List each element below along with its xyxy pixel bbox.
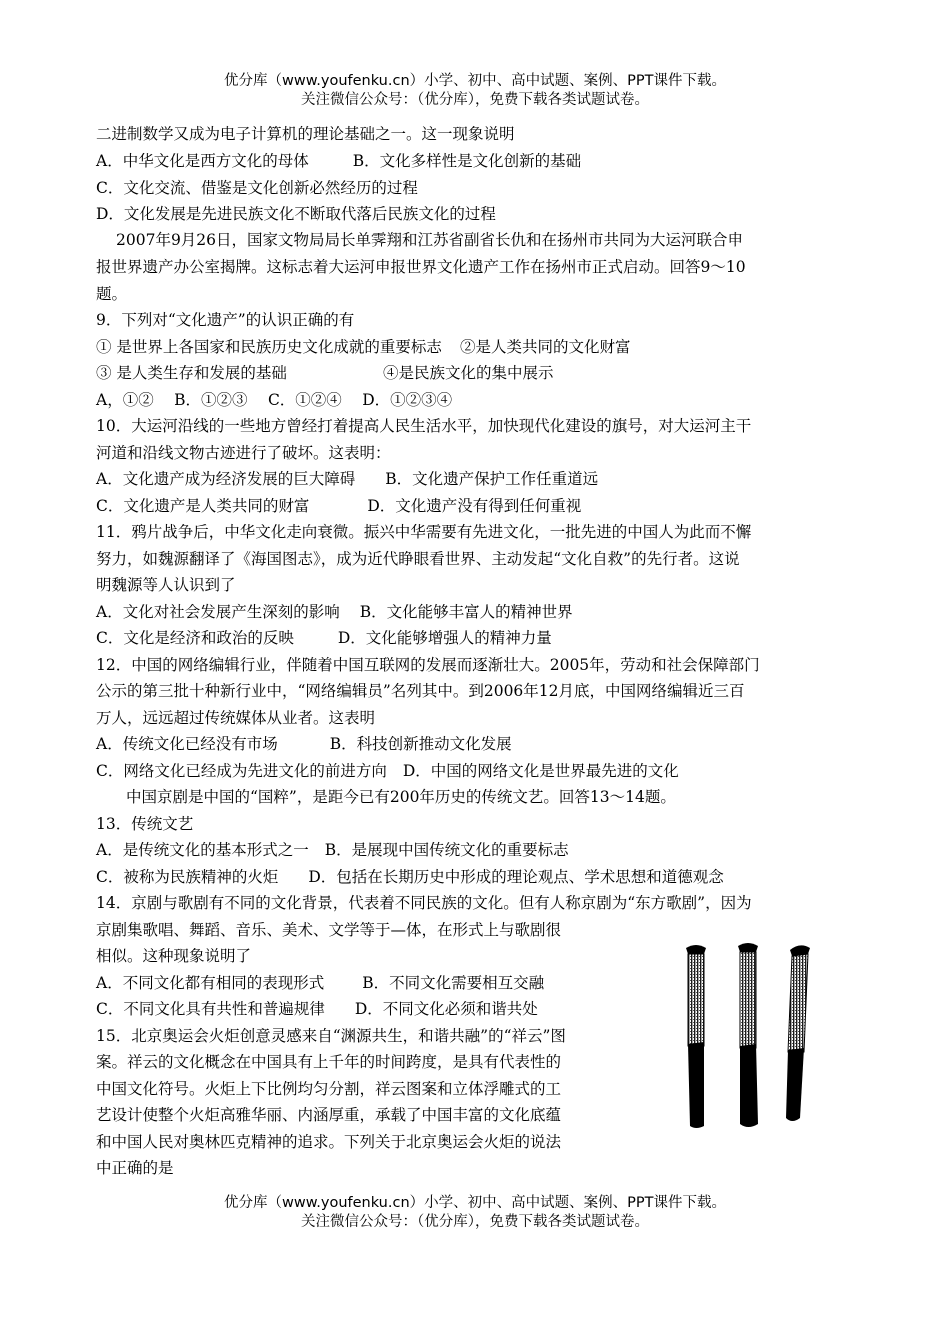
option-row	[96, 973, 544, 993]
passage-line: 中国京剧是中国的“国粹”，是距今已有200年历史的传统文艺。回答13～14题。	[126, 788, 676, 806]
question-15: 15．北京奥运会火炬创意灵感来自“渊源共生，和谐共融”的“祥云”图	[96, 1027, 566, 1045]
option-d: D．不同文化必须和谐共处	[354, 1000, 538, 1018]
option-c: C．文化遗产是人类共同的财富	[96, 497, 310, 515]
page-header	[0, 72, 950, 110]
footer-line-1: 优分库（www.youfenku.cn）小学、初中、高中试题、案例、PPT课件下载。	[224, 1195, 726, 1211]
text-line: 案。祥云的文化概念在中国具有上千年的时间跨度，是具有代表性的	[96, 1053, 562, 1071]
option-d: D．包括在长期历史中形成的理论观点、学术思想和道德观念	[308, 868, 724, 886]
question-14: 14．京剧与歌剧有不同的文化背景，代表着不同民族的文化。但有人称京剧为“东方歌剧”，因为	[96, 894, 752, 912]
option-row	[96, 602, 573, 622]
option-row	[96, 496, 581, 516]
option-b: B．文化能够丰富人的精神世界	[359, 603, 573, 621]
text-line: 努力，如魏源翻译了《海国图志》，成为近代睁眼看世界、主动发起“文化自救”的先行者。这说	[96, 550, 740, 568]
option-c: C．文化是经济和政治的反映	[96, 629, 294, 647]
option-c: C．网络文化已经成为先进文化的前进方向	[96, 762, 387, 780]
option-row: A，①② B．①②③ C．①②④ D．①②③④	[96, 391, 453, 409]
footer-line-2: 关注微信公众号：（优分库），免费下载各类试题试卷。	[301, 1214, 649, 1230]
option-a: A．文化对社会发展产生深刻的影响	[96, 603, 340, 621]
text-line: 二进制数学又成为电子计算机的理论基础之一。这一现象说明	[96, 125, 515, 143]
option-row	[96, 151, 581, 171]
statement-4: ④是民族文化的集中展示	[382, 364, 554, 382]
text-line: 相似。这种现象说明了	[96, 947, 252, 965]
option-row	[96, 867, 724, 887]
statement-1: ① 是世界上各国家和民族历史文化成就的重要标志	[96, 338, 442, 356]
option-a: A．文化遗产成为经济发展的巨大障碍	[96, 470, 356, 488]
option-b: B．是展现中国传统文化的重要标志	[324, 841, 569, 859]
option-row	[96, 761, 679, 781]
header-line-2: 关注微信公众号：（优分库），免费下载各类试题试卷。	[301, 92, 649, 108]
statement-3: ③ 是人类生存和发展的基础	[96, 364, 287, 382]
text-line: 明魏源等人认识到了	[96, 576, 236, 594]
olympic-torch-icon	[676, 940, 848, 1136]
text-line: 万人，远远超过传统媒体从业者。这表明	[96, 709, 376, 727]
option-a: A．传统文化已经没有市场	[96, 735, 278, 753]
passage-line: 报世界遗产办公室揭牌。这标志着大运河申报世界文化遗产工作在扬州市正式启动。回答9～10	[96, 258, 746, 276]
text-line: 中正确的是	[96, 1159, 174, 1177]
option-b: B．文化多样性是文化创新的基础	[352, 152, 582, 170]
option-c: C．被称为民族精神的火炬	[96, 868, 279, 886]
text-line: 公示的第三批十种新行业中，“网络编辑员”名列其中。到2006年12月底，中国网络编辑近三百	[96, 682, 745, 700]
option-d: D．文化能够增强人的精神力量	[337, 629, 552, 647]
text-line: 河道和沿线文物古迹进行了破坏。这表明：	[96, 444, 391, 462]
question-12: 12．中国的网络编辑行业，伴随着中国互联网的发展而逐渐壮大。2005年，劳动和社会保障部门	[96, 656, 760, 674]
option-d: D．中国的网络文化是世界最先进的文化	[402, 762, 679, 780]
question-11: 11．鸦片战争后，中华文化走向衰微。振兴中华需要有先进文化，一批先进的中国人为此而不懈	[96, 523, 752, 541]
passage-line: 题。	[96, 285, 128, 303]
option-b: B．文化遗产保护工作任重道远	[385, 470, 599, 488]
option-row	[96, 337, 630, 357]
statement-2: ②是人类共同的文化财富	[459, 338, 631, 356]
option-row	[96, 628, 552, 648]
torch-right	[786, 945, 810, 1121]
header-line-1: 优分库（www.youfenku.cn）小学、初中、高中试题、案例、PPT课件下载。	[224, 73, 726, 89]
passage-line: 2007年9月26日，国家文物局局长单霁翔和江苏省副省长仇和在扬州市共同为大运河联合申	[116, 231, 744, 249]
option-d: D．文化遗产没有得到任何重视	[367, 497, 582, 515]
option-d: D．文化发展是先进民族文化不断取代落后民族文化的过程	[96, 205, 496, 223]
page-footer	[0, 1194, 950, 1232]
option-a: A．不同文化都有相同的表现形式	[96, 974, 325, 992]
option-c: C．文化交流、借鉴是文化创新必然经历的过程	[96, 179, 418, 197]
option-a: A．中华文化是西方文化的母体	[96, 152, 309, 170]
option-row	[96, 840, 569, 860]
option-row	[96, 363, 553, 383]
text-line: 艺设计使整个火炬高雅华丽、内涵厚重，承载了中国丰富的文化底蕴	[96, 1106, 562, 1124]
option-c: C．不同文化具有共性和普遍规律	[96, 1000, 325, 1018]
torch-middle	[738, 943, 758, 1127]
text-line: 和中国人民对奥林匹克精神的追求。下列关于北京奥运会火炬的说法	[96, 1133, 562, 1151]
question-13: 13．传统文艺	[96, 815, 194, 833]
option-b: B．科技创新推动文化发展	[329, 735, 512, 753]
option-a: A．是传统文化的基本形式之一	[96, 841, 309, 859]
question-9: 9．下列对“文化遗产”的认识正确的有	[96, 311, 355, 329]
text-line: 京剧集歌唱、舞蹈、音乐、美术、文学等于—体，在形式上与歌剧很	[96, 921, 562, 939]
text-line: 中国文化符号。火炬上下比例均匀分割，祥云图案和立体浮雕式的工	[96, 1080, 562, 1098]
torch-left	[686, 945, 706, 1128]
option-row	[96, 469, 598, 489]
option-row	[96, 734, 512, 754]
option-row	[96, 999, 538, 1019]
question-10: 10．大运河沿线的一些地方曾经打着提高人民生活水平，加快现代化建设的旗号，对大运河主干	[96, 417, 752, 435]
option-b: B．不同文化需要相互交融	[362, 974, 545, 992]
